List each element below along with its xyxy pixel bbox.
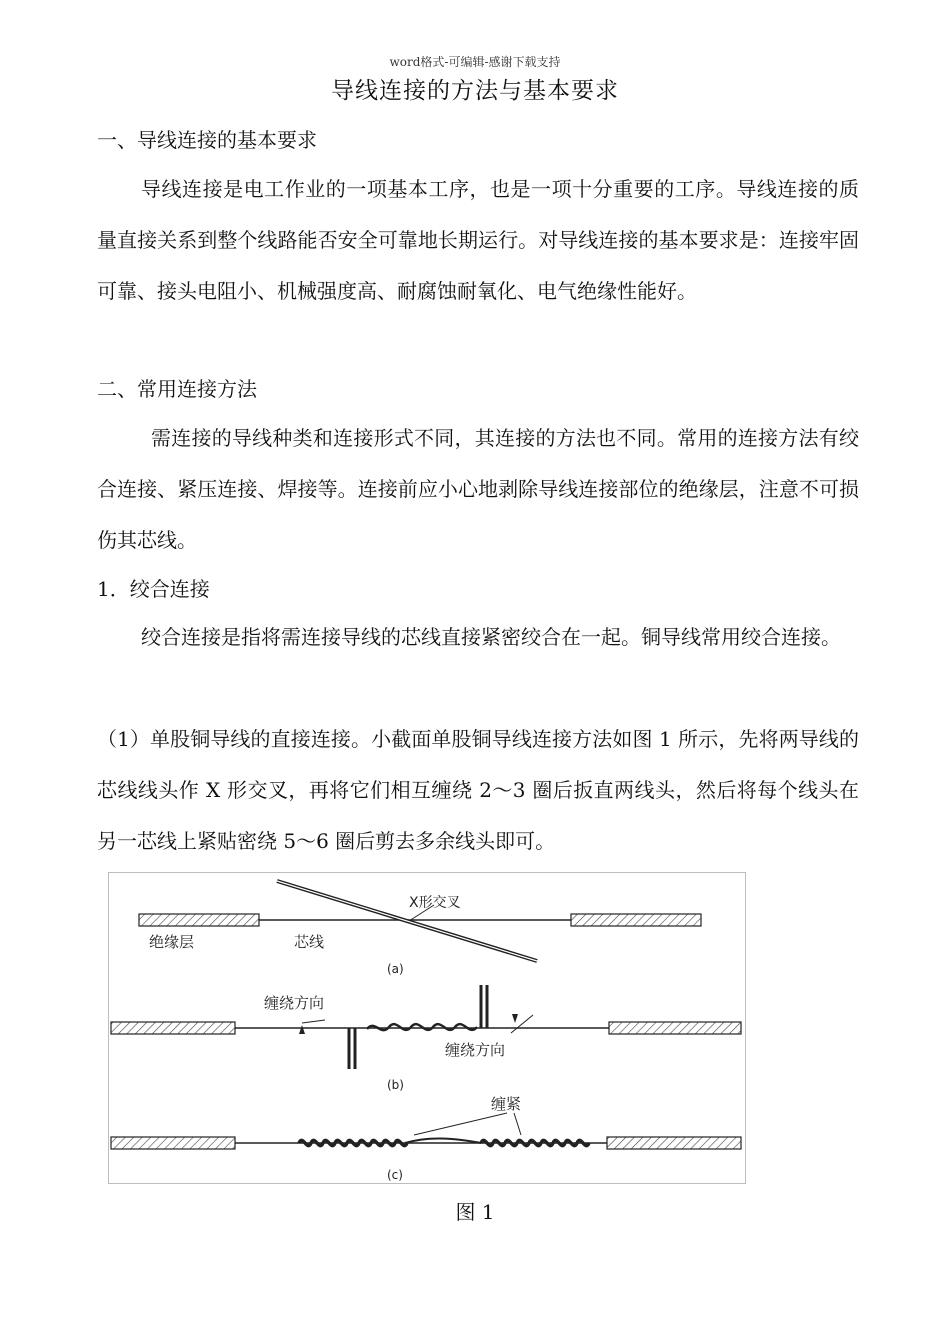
insulation-left-c — [111, 1137, 235, 1149]
insulation-right-a — [571, 914, 701, 926]
label-wrap-direction-right: 缠绕方向 — [445, 1041, 506, 1059]
figure-caption: 图 1 — [455, 1200, 495, 1224]
page-title: 导线连接的方法与基本要求 — [331, 78, 619, 104]
paragraph-single-strand: （1）单股铜导线的直接连接。小截面单股铜导线连接方法如图 1 所示，先将两导线的芯线线头作 X 形交叉，再将它们相互缠绕 2～3 圈后扳直两线头，然后将每个线头在另一芯线上紧贴密绕 5～6 圈后剪去多余线头即可。 — [97, 727, 859, 853]
label-core: 芯线 — [294, 933, 325, 951]
tighten-leader-right — [514, 1113, 521, 1135]
tighten-leader-left — [414, 1113, 507, 1135]
section-heading-methods: 二、常用连接方法 — [97, 377, 257, 401]
label-sub-c: (c) — [387, 1168, 403, 1182]
label-sub-a: (a) — [387, 962, 404, 976]
arrow-left-head — [299, 1025, 305, 1034]
insulation-left-b — [111, 1022, 235, 1034]
section-heading-twist: 1．绞合连接 — [97, 577, 210, 601]
paragraph-requirements: 导线连接是电工作业的一项基本工序，也是一项十分重要的工序。导线连接的质量直接关系到整个线路能否安全可靠地长期运行。对导线连接的基本要求是：连接牢固可靠、接头电阻小、机械强度高、耐腐蚀耐氧化、电气绝缘性能好。 — [97, 177, 859, 303]
insulation-right-b — [609, 1022, 741, 1034]
insulation-left-a — [139, 914, 259, 926]
label-insulation: 绝缘层 — [149, 933, 195, 951]
insulation-right-c — [607, 1137, 741, 1149]
watermark: word格式-可编辑-感谢下载支持 — [389, 55, 561, 69]
coil-right-c — [481, 1140, 589, 1145]
section-heading-requirements: 一、导线连接的基本要求 — [97, 128, 317, 152]
twist-b — [367, 1024, 477, 1030]
wire-connection-diagram — [109, 873, 745, 1183]
paragraph-methods: 需连接的导线种类和连接形式不同，其连接的方法也不同。常用的连接方法有绞合连接、紧压连接、焊接等。连接前应小心地剥除导线连接部位的绝缘层，注意不可损伤其芯线。 — [97, 426, 859, 552]
figure-1 — [108, 872, 746, 1184]
arrow-left-shaft — [302, 1020, 325, 1023]
label-cross: X形交叉 — [409, 895, 461, 911]
paragraph-twist: 绞合连接是指将需连接导线的芯线直接紧密绞合在一起。铜导线常用绞合连接。 — [141, 625, 841, 649]
arrow-right-head — [512, 1014, 518, 1023]
coil-left-c — [299, 1140, 407, 1145]
label-tighten: 缠紧 — [491, 1095, 522, 1113]
label-sub-b: (b) — [387, 1078, 404, 1092]
label-wrap-direction-left: 缠绕方向 — [264, 994, 325, 1012]
